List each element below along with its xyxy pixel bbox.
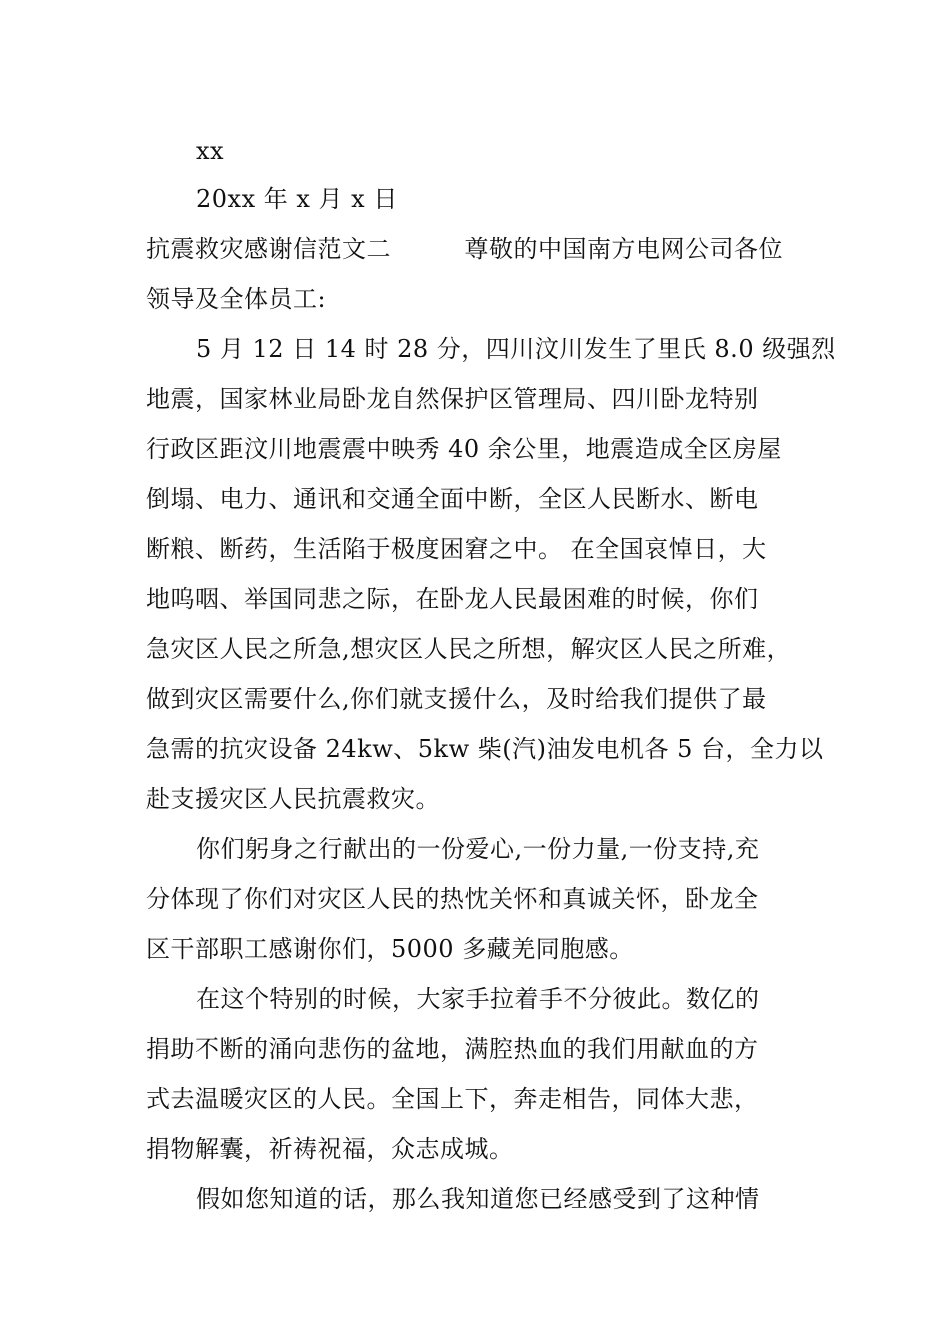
body-line: 你们躬身之行献出的一份爱心,一份力量,一份支持,充 (196, 835, 760, 863)
body-line: 断粮、断药，生活陷于极度困窘之中。 在全国哀悼日，大 (146, 535, 767, 563)
body-line: 倒塌、电力、通讯和交通全面中断，全区人民断水、断电 (146, 485, 759, 513)
body-line: 做到灾区需要什么,你们就支援什么，及时给我们提供了最 (146, 685, 767, 713)
date-line: 20xx 年 x 月 x 日 (196, 185, 398, 213)
body-line: 赴支援灾区人民抗震救灾。 (146, 785, 440, 813)
body-line: 急灾区人民之所急,想灾区人民之所想，解灾区人民之所难， (146, 635, 792, 663)
signature: xx (196, 137, 225, 165)
body-line: 分体现了你们对灾区人民的热忱关怀和真诚关怀，卧龙全 (146, 885, 759, 913)
body-line: 式去温暖灾区的人民。全国上下，奔走相告，同体大悲， (146, 1085, 759, 1113)
body-line: 行政区距汶川地震震中映秀 40 余公里，地震造成全区房屋 (146, 435, 782, 463)
body-line: 在这个特别的时候，大家手拉着手不分彼此。数亿的 (196, 985, 760, 1013)
body-line: 5 月 12 日 14 时 28 分，四川汶川发生了里氏 8.0 级强烈 (196, 335, 836, 363)
body-line: 假如您知道的话，那么我知道您已经感受到了这种情 (196, 1185, 760, 1213)
body-line: 地呜咽、举国同悲之际，在卧龙人民最困难的时候，你们 (146, 585, 759, 613)
body-line: 急需的抗灾设备 24kw、5kw 柴(汽)油发电机各 5 台，全力以 (146, 735, 824, 763)
body-line: 地震，国家林业局卧龙自然保护区管理局、四川卧龙特别 (146, 385, 759, 413)
body-line: 捐物解囊，祈祷祝福，众志成城。 (146, 1135, 514, 1163)
body-line: 捐助不断的涌向悲伤的盆地，满腔热血的我们用献血的方 (146, 1035, 759, 1063)
salutation-line: 领导及全体员工: (146, 285, 327, 313)
title-line: 抗震救灾感谢信范文二 尊敬的中国南方电网公司各位 (146, 235, 783, 263)
body-line: 区干部职工感谢你们，5000 多藏羌同胞感。 (146, 935, 634, 963)
